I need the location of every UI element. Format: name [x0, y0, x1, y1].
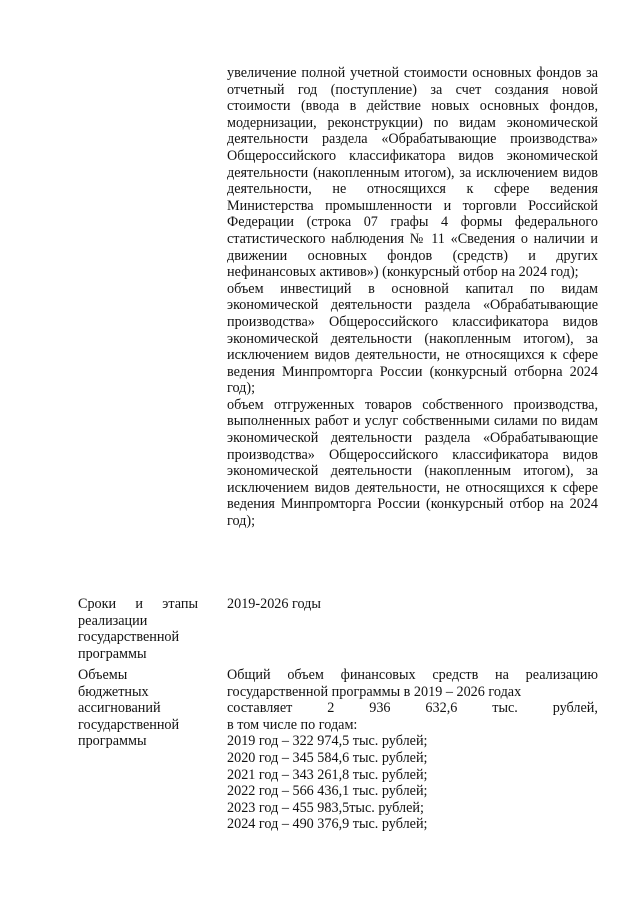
funding-year-row: 2019 год – 322 974,5 тыс. рублей; [227, 733, 428, 750]
funding-year-row: 2024 год – 490 376,9 тыс. рублей; [227, 816, 428, 833]
funding-total [227, 700, 598, 717]
funding-year-row: 2023 год – 455 983,5тыс. рублей; [227, 799, 424, 816]
funding-total-word: рублей, [552, 700, 598, 717]
funding-label: Объемы бюджетных ассигнований государственной программы [78, 667, 180, 750]
funding-total-word: 936 [369, 700, 391, 717]
funding-year-row: 2022 год – 566 436,1 тыс. рублей; [227, 783, 428, 800]
funding-value [227, 667, 598, 833]
indicators-list [227, 65, 598, 530]
indicator-investments: объем инвестиций в основной капитал по видам экономической деятельности раздела «Обрабатывающие производства» Общероссийского классификатора видов экономической деятельности (накопленным итогом), за исключением видов деятельности, не относящихся к сфере ведения Минпромторга России (конкурсный отборна 2024 год); [227, 280, 598, 397]
timeline-value: 2019-2026 годы [227, 596, 321, 612]
funding-total-word: тыс. [492, 700, 518, 717]
funding-total-word: 632,6 [425, 700, 458, 717]
funding-total-word: 2 [327, 700, 335, 717]
funding-year-row: 2021 год – 343 261,8 тыс. рублей; [227, 766, 428, 783]
funding-year-row: 2020 год – 345 584,6 тыс. рублей; [227, 749, 428, 766]
funding-by-year-intro: в том числе по годам: [227, 716, 358, 733]
funding-total-word: составляет [227, 700, 293, 717]
timeline-label: Сроки и этапы реализации государственной программы [78, 596, 198, 662]
indicator-fixed-assets: увеличение полной учетной стоимости основных фондов за отчетный год (поступление) за счет создания новой стоимости (ввода в действие новых основных фондов, модернизации, реконструкции) по видам экономической деятельности раздела «Обрабатывающие производства» Общероссийского классификатора видов экономической деятельности (накопленным итогом), за исключением видов деятельности, не относящихся к сфере ведения Министерства промышленности и торговли Российской Федерации (строка 07 графы 4 формы федерального статистического наблюдения № 11 «Сведения о наличии и движении основных фондов (средств) и других нефинансовых активов») (конкурсный отбор на 2024 год); [227, 65, 598, 281]
indicator-shipped-goods: объем отгруженных товаров собственного производства, выполненных работ и услуг собственными силами по видам экономической деятельности раздела «Обрабатывающие производства» Общероссийского классификатора видов экономической деятельности (накопленным итогом), за исключением видов деятельности, не относящихся к сфере ведения Минпромторга России (конкурсный отбор на 2024 год); [227, 396, 598, 530]
funding-intro: Общий объем финансовых средств на реализацию государственной программы в 2019 – 2026 годах [227, 667, 598, 700]
